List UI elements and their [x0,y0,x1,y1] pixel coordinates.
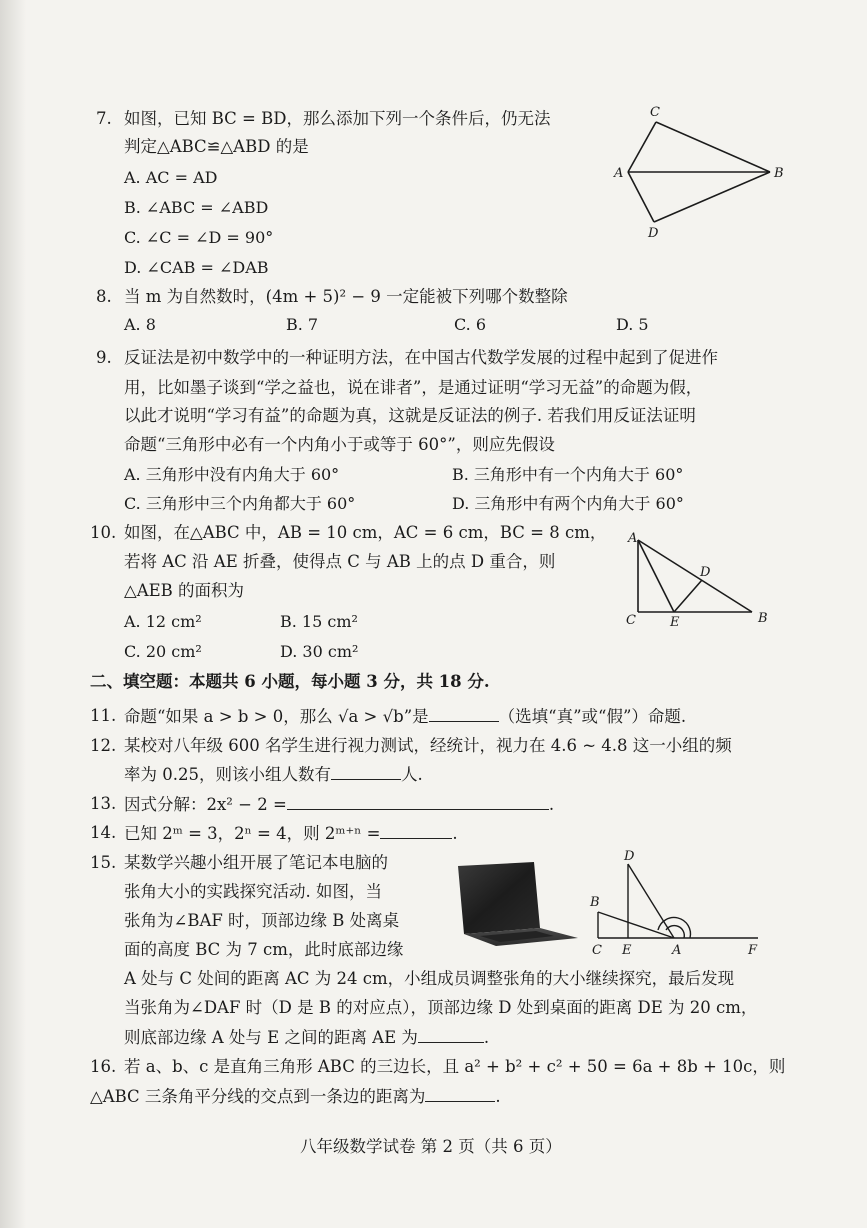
q15-text-pre: 则底部边缘 A 处与 E 之间的距离 AE 为 [124,1028,418,1047]
q15-label-c: C [592,943,602,958]
q16-text-pre: △ABC 三条角平分线的交点到一条边的距离为 [90,1087,426,1106]
q11-line [124,705,686,728]
q9-option-c: C. 三角形中三个内角都大于 60° [124,494,356,513]
q8-option-d: D. 5 [616,315,649,334]
q12-line1: 某校对八年级 600 名学生进行视力测试，经统计，视力在 4.6 ~ 4.8 这一小组的频 [124,736,732,755]
q11-text-pre: 命题“如果 a > b > 0，那么 √a > √b”是 [124,707,429,726]
q15-label-a: A [672,943,682,958]
q13-number: 13. [90,794,117,813]
q7-label-d: D [648,226,659,241]
q9-option-d: D. 三角形中有两个内角大于 60° [452,494,684,513]
q15-line3: 张角为∠BAF 时，顶部边缘 B 处离桌 [124,911,400,930]
q13-line [124,793,554,816]
q10-label-a: A [628,531,638,546]
scan-shadow [0,0,26,1228]
q7-option-b: B. ∠ABC = ∠ABD [124,198,269,217]
q12-text-pre: 率为 0.25，则该小组人数有 [124,765,331,784]
q14-number: 14. [90,823,117,842]
q9-line3: 以此才说明“学习有益”的命题为真，这就是反证法的例子. 若我们用反证法证明 [124,406,696,425]
q10-label-d: D [700,565,711,580]
q10-line2: 若将 AC 沿 AE 折叠，使得点 C 与 AB 上的点 D 重合，则 [124,552,556,571]
q9-line1: 反证法是初中数学中的一种证明方法，在中国古代数学发展的过程中起到了促进作 [124,348,718,367]
q7-option-c: C. ∠C = ∠D = 90° [124,228,274,247]
q9-number: 9. [96,348,112,367]
q10-label-e: E [670,615,680,630]
q16-line1: 若 a、b、c 是直角三角形 ABC 的三边长，且 a² + b² + c² + 50 = 6a + 8b + 10c，则 [124,1057,786,1076]
q16-number: 16. [90,1057,117,1076]
q10-option-c: C. 20 cm² [124,642,202,661]
q11-answer-blank[interactable] [429,705,499,722]
q15-answer-blank[interactable] [418,1026,484,1043]
q14-line [124,822,458,845]
q10-triangle-figure [620,528,780,628]
q13-text-post: . [548,795,555,814]
q7-kite-figure [610,100,800,240]
q15-label-e: E [622,943,632,958]
q15-line5: A 处与 C 处间的距离 AC 为 24 cm，小组成员调整张角的大小继续探究，最后发现 [124,969,735,988]
q10-number: 10. [90,523,117,542]
q15-line7 [124,1026,489,1049]
q8-option-c: C. 6 [454,315,487,334]
q8-option-b: B. 7 [286,315,319,334]
q7-label-b: B [774,166,784,181]
section-2-heading: 二、填空题：本题共 6 小题，每小题 3 分，共 18 分. [90,672,490,691]
q8-number: 8. [96,287,112,306]
q7-stem-line2: 判定△ABC≌△ABD 的是 [124,137,309,156]
page-footer: 八年级数学试卷 第 2 页（共 6 页） [300,1137,562,1156]
q10-label-c: C [626,613,636,628]
q9-line4: 命题“三角形中必有一个内角小于或等于 60°”，则应先假设 [124,435,555,454]
q10-option-b: B. 15 cm² [280,612,358,631]
q7-number: 7. [96,109,112,128]
q7-option-a: A. AC = AD [124,168,218,187]
q14-text-pre: 已知 2ᵐ = 3，2ⁿ = 4，则 2ᵐ⁺ⁿ = [124,824,381,843]
q15-text-post: . [483,1028,490,1047]
q7-label-c: C [650,105,660,120]
q8-option-a: A. 8 [124,315,156,334]
q14-answer-blank[interactable] [380,822,452,839]
q15-label-d: D [624,849,635,864]
q7-label-a: A [614,166,624,181]
q9-option-b: B. 三角形中有一个内角大于 60° [452,465,684,484]
q15-number: 15. [90,853,117,872]
q11-number: 11. [90,706,117,725]
q14-text-post: . [452,824,458,843]
q15-line4: 面的高度 BC 为 7 cm，此时底部边缘 [124,940,404,959]
q12-number: 12. [90,736,117,755]
q13-answer-blank[interactable] [287,793,549,810]
q15-line6: 当张角为∠DAF 时（D 是 B 的对应点），顶部边缘 D 处到桌面的距离 DE 为 20 cm， [124,998,758,1017]
q10-label-b: B [758,611,768,626]
q12-line2 [124,763,423,786]
q15-line1: 某数学兴趣小组开展了笔记本电脑的 [124,853,388,872]
laptop-photo [450,858,582,948]
q7-option-d: D. ∠CAB = ∠DAB [124,258,269,277]
q12-answer-blank[interactable] [331,763,401,780]
q9-line2: 用，比如墨子谈到“学之益也，说在诽者”，是通过证明“学习无益”的命题为假， [124,378,703,397]
q10-option-d: D. 30 cm² [280,642,359,661]
q15-line2: 张角大小的实践探究活动. 如图，当 [124,882,382,901]
q16-line2 [90,1085,501,1108]
q9-option-a: A. 三角形中没有内角大于 60° [124,465,340,484]
q15-label-f: F [748,943,758,958]
q15-angle-figure [588,850,768,960]
q8-stem: 当 m 为自然数时，(4m + 5)² − 9 一定能被下列哪个数整除 [124,287,568,306]
q7-stem-line1: 如图，已知 BC = BD，那么添加下列一个条件后，仍无法 [124,109,551,128]
q10-option-a: A. 12 cm² [124,612,202,631]
q15-label-b: B [590,895,600,910]
q16-answer-blank[interactable] [425,1085,495,1102]
q16-text-post: . [495,1087,501,1106]
q12-text-post: 人. [400,765,423,784]
q11-text-post: （选填“真”或“假”）命题. [498,707,687,726]
q10-line1: 如图，在△ABC 中，AB = 10 cm，AC = 6 cm，BC = 8 cm， [124,523,607,542]
q10-line3: △AEB 的面积为 [124,581,245,600]
q13-text-pre: 因式分解：2x² − 2 = [124,795,287,814]
